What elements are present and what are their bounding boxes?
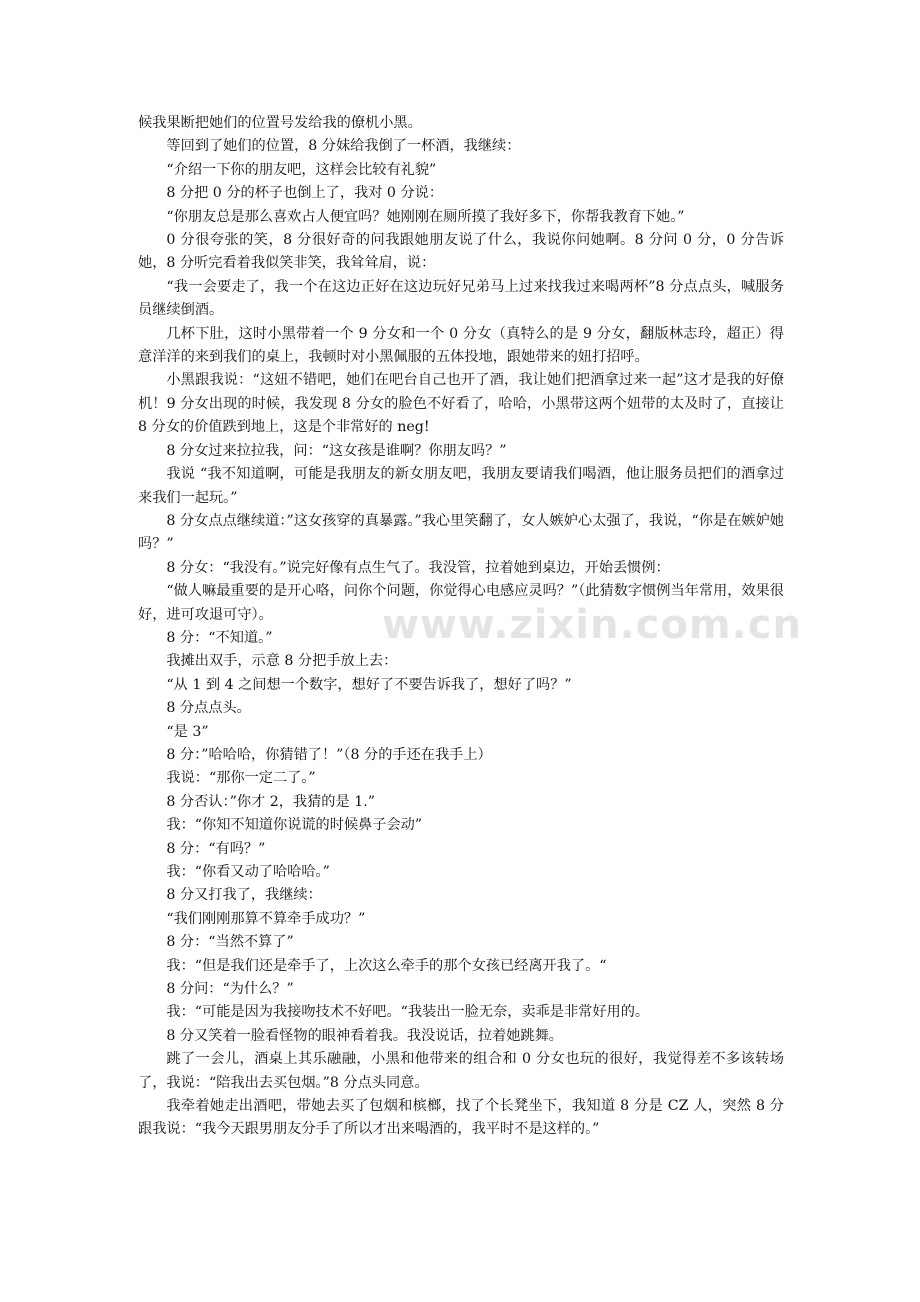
paragraph: 8 分把 0 分的杯子也倒上了，我对 0 分说：	[166, 185, 444, 202]
paragraph: “是 3”	[166, 723, 209, 740]
paragraph: 候我果断把她们的位置号发给我的僚机小黑。	[138, 115, 422, 131]
paragraph: 我：“你看又动了哈哈哈。”	[166, 864, 330, 880]
paragraph: 我：“可能是因为我接吻技术不好吧。“我装出一脸无奈，卖乖是非常好用的。	[166, 1004, 650, 1021]
paragraph: 8 分女点点继续道：”这女孩穿的真暴露。”我心里笑翻了，女人嫉妒心太强了，我说，“你是在嫉妒她吗？”	[138, 512, 784, 553]
paragraph: “我们刚刚那算不算牵手成功？”	[166, 910, 366, 927]
paragraph: 8 分：”哈哈哈，你猜错了！”（8 分的手还在我手上）	[166, 746, 492, 763]
paragraph: 我摊出双手，示意 8 分把手放上去：	[166, 653, 398, 670]
paragraph: 8 分女过来拉拉我，问：“这女孩是谁啊？你朋友吗？”	[166, 442, 507, 459]
paragraph: “从 1 到 4 之间想一个数字，想好了不要告诉我了，想好了吗？”	[166, 676, 572, 693]
paragraph: 8 分又打我了，我继续：	[166, 887, 322, 904]
paragraph: 我：“你知不知道你说谎的时候鼻子会动”	[166, 817, 423, 834]
paragraph: 8 分又笑着一脸看怪物的眼神看着我。我没说话，拉着她跳舞。	[166, 1027, 563, 1044]
paragraph: 8 分问：“为什么？”	[166, 981, 294, 998]
watermark: www.zixin.com.cn	[382, 602, 802, 648]
paragraph: 我说 “我不知道啊，可能是我朋友的新女朋友吧，我朋友要请我们喝酒，他让服务员把们的酒拿过来我们一起玩。”	[138, 466, 784, 506]
document-body	[138, 112, 784, 1142]
paragraph: 我：“但是我们还是牵手了，上次这么牵手的那个女孩已经离开我了。“	[166, 957, 607, 974]
paragraph: “你朋友总是那么喜欢占人便宜吗？她刚刚在厕所摸了我好多下，你帮我教育下她。”	[166, 208, 685, 225]
paragraph: 小黑跟我说：“这妞不错吧，她们在吧台自己也开了酒，我让她们把酒拿过来一起”这才是我的好僚机！9 分女出现的时候，我发现 8 分女的脸色不好看了，哈哈，小黑带这两个妞带的太及时了，直接让 8 分女的价值跌到地上，这是个非常好的 neg!	[138, 372, 784, 436]
paragraph: 8 分：“有吗？”	[166, 840, 266, 857]
paragraph: 8 分：“不知道。”	[166, 629, 273, 646]
paragraph: “做人嘛最重要的是开心咯，问你个问题，你觉得心电感应灵吗？”（此猜数字惯例当年常用，效果很好，进可攻退可守）。	[138, 583, 784, 623]
paragraph: 8 分点点头。	[166, 700, 251, 717]
paragraph: “我一会要走了，我一个在这边正好在这边玩好兄弟马上过来找我过来喝两杯”8 分点点头，喊服务员继续倒酒。	[138, 278, 784, 319]
paragraph: “介绍一下你的朋友吧，这样会比较有礼貌”	[166, 161, 437, 178]
paragraph: 等回到了她们的位置，8 分妹给我倒了一杯酒，我继续：	[166, 138, 521, 155]
paragraph: 我说：“那你一定二了。”	[166, 770, 316, 787]
paragraph: 8 分女：“我没有。”说完好像有点生气了。我没管，拉着她到桌边，开始丢惯例：	[166, 559, 670, 576]
paragraph: 跳了一会儿，酒桌上其乐融融，小黑和他带来的组合和 0 分女也玩的很好，我觉得差不多该转场了，我说：“陪我出去买包烟。”8 分点头同意。	[138, 1051, 784, 1091]
paragraph: 8 分否认：”你才 2，我猜的是 1.”	[166, 793, 375, 810]
paragraph: 8 分：“当然不算了”	[166, 934, 294, 951]
paragraph: 我牵着她走出酒吧，带她去买了包烟和槟榔，找了个长凳坐下，我知道 8 分是 CZ 人，突然 8 分跟我说：“我今天跟男朋友分手了所以才出来喝酒的，我平时不是这样的。”	[138, 1098, 784, 1138]
paragraph: 几杯下肚，这时小黑带着一个 9 分女和一个 0 分女（真特么的是 9 分女，翻版林志玲，超正）得意洋洋的来到我们的桌上，我顿时对小黑佩服的五体投地，跟她带来的妞打招呼。	[138, 325, 784, 366]
paragraph: 0 分很夸张的笑，8 分很好奇的问我跟她朋友说了什么，我说你问她啊。8 分问 0 分，0 分告诉她，8 分听完看着我似笑非笑，我耸耸肩，说：	[138, 232, 784, 272]
